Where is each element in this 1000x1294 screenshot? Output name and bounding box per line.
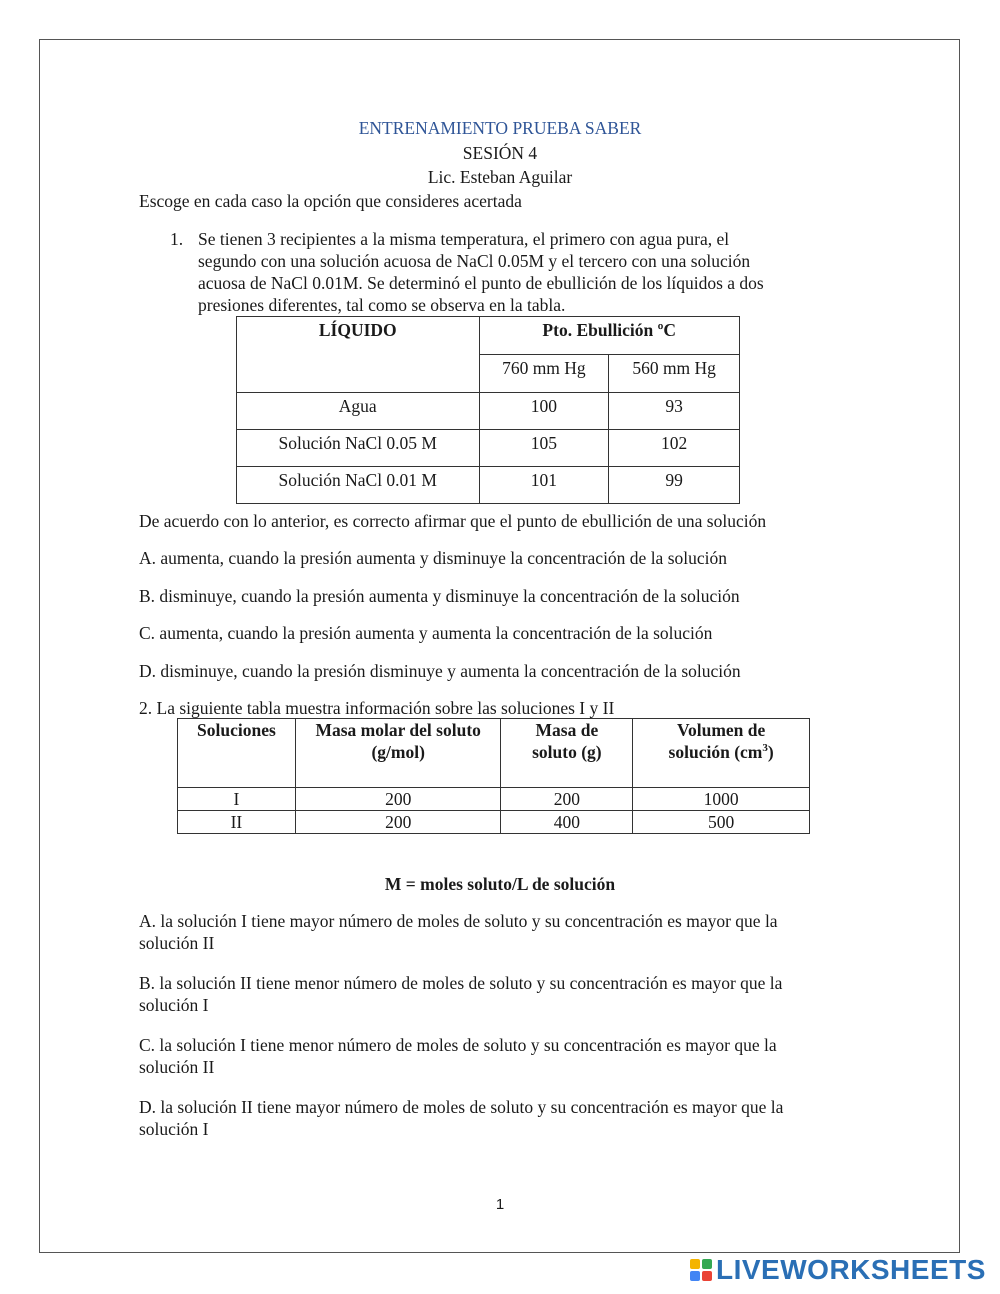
q1-text-line: Se tienen 3 recipientes a la misma temperatura, el primero con agua pura, el — [198, 229, 730, 249]
q2-option-a[interactable]: A. la solución I tiene mayor número de moles de soluto y su concentración es mayor que la solución II — [139, 911, 778, 953]
cell-liquid: Agua — [237, 393, 480, 430]
q1-option-a[interactable]: A. aumenta, cuando la presión aumenta y disminuye la concentración de la solución — [139, 548, 728, 568]
header-volume: Volumen de solución $(cm^3)$ — [633, 719, 810, 788]
table-row — [237, 430, 740, 467]
page-title: ENTRENAMIENTO PRUEBA SABER — [358, 118, 642, 138]
q1-text-line: presiones diferentes, tal como se observa en la tabla. — [198, 295, 566, 315]
logo-square — [702, 1259, 712, 1269]
cell-760: 100 — [479, 393, 609, 430]
q1-text-line: segundo con una solución acuosa de NaCl 0.05M y el tercero con una solución — [198, 251, 751, 271]
q1-option-d[interactable]: D. disminuye, cuando la presión disminuye y aumenta la concentración de la solución — [139, 661, 741, 681]
header-solute-mass: Masa de soluto (g) — [501, 719, 633, 788]
cell-solution: I — [178, 788, 296, 811]
header-560: 560 mm Hg — [609, 355, 740, 393]
solutions-table — [177, 718, 810, 834]
q2-option-d[interactable]: D. la solución II tiene mayor número de moles de soluto y su concentración es mayor que la solución I — [139, 1097, 784, 1139]
q2-intro: 2. La siguiente tabla muestra información sobre las soluciones I y II — [139, 698, 615, 718]
logo-text: LIVEWORKSHEETS — [716, 1254, 986, 1285]
header-solutions: Soluciones — [178, 719, 296, 788]
header-liquid: LÍQUIDO — [237, 317, 480, 393]
cell-solute-mass: 400 — [501, 811, 633, 834]
boiling-point-table — [236, 316, 740, 504]
session-label: SESIÓN 4 — [462, 143, 538, 163]
logo-square — [702, 1271, 712, 1281]
author-label: Lic. Esteban Aguilar — [427, 167, 573, 187]
cell-molar-mass: 200 — [295, 788, 501, 811]
cell-volume: 500 — [633, 811, 810, 834]
cell-560: 102 — [609, 430, 740, 467]
table-row — [178, 788, 810, 811]
cell-560: 93 — [609, 393, 740, 430]
table-row — [178, 811, 810, 834]
molarity-formula: M = moles soluto/L de solución — [384, 874, 616, 894]
table-row — [237, 393, 740, 430]
logo-square — [690, 1271, 700, 1281]
logo-square — [690, 1259, 700, 1269]
q2-option-c[interactable]: C. la solución I tiene menor número de moles de soluto y su concentración es mayor que la solución II — [139, 1035, 777, 1077]
cell-solution: II — [178, 811, 296, 834]
header-boiling-point: Pto. Ebullición ºC — [479, 317, 739, 355]
table-row — [237, 467, 740, 504]
q2-option-b[interactable]: B. la solución II tiene menor número de moles de soluto y su concentración es mayor que la solución I — [139, 973, 783, 1015]
logo-squares-icon — [690, 1259, 712, 1281]
cell-760: 101 — [479, 467, 609, 504]
page-number: 1 — [495, 1196, 505, 1213]
header-molar-mass: Masa molar del soluto (g/mol) — [295, 719, 501, 788]
cell-molar-mass: 200 — [295, 811, 501, 834]
cell-liquid: Solución NaCl 0.05 M — [237, 430, 480, 467]
cell-solute-mass: 200 — [501, 788, 633, 811]
q1-number: 1. — [170, 229, 184, 249]
q1-prompt: De acuerdo con lo anterior, es correcto afirmar que el punto de ebullición de una solución — [139, 511, 767, 531]
q1-option-c[interactable]: C. aumenta, cuando la presión aumenta y aumenta la concentración de la solución — [139, 623, 713, 643]
instruction-text: Escoge en cada caso la opción que consideres acertada — [139, 191, 522, 211]
cell-liquid: Solución NaCl 0.01 M — [237, 467, 480, 504]
liveworksheets-logo[interactable] — [690, 1256, 986, 1284]
q1-text-line: acuosa de NaCl 0.01M. Se determinó el punto de ebullición de los líquidos a dos — [198, 273, 764, 293]
cell-760: 105 — [479, 430, 609, 467]
header-760: 760 mm Hg — [479, 355, 609, 393]
q1-option-b[interactable]: B. disminuye, cuando la presión aumenta y disminuye la concentración de la solución — [139, 586, 740, 606]
cell-volume: 1000 — [633, 788, 810, 811]
cell-560: 99 — [609, 467, 740, 504]
